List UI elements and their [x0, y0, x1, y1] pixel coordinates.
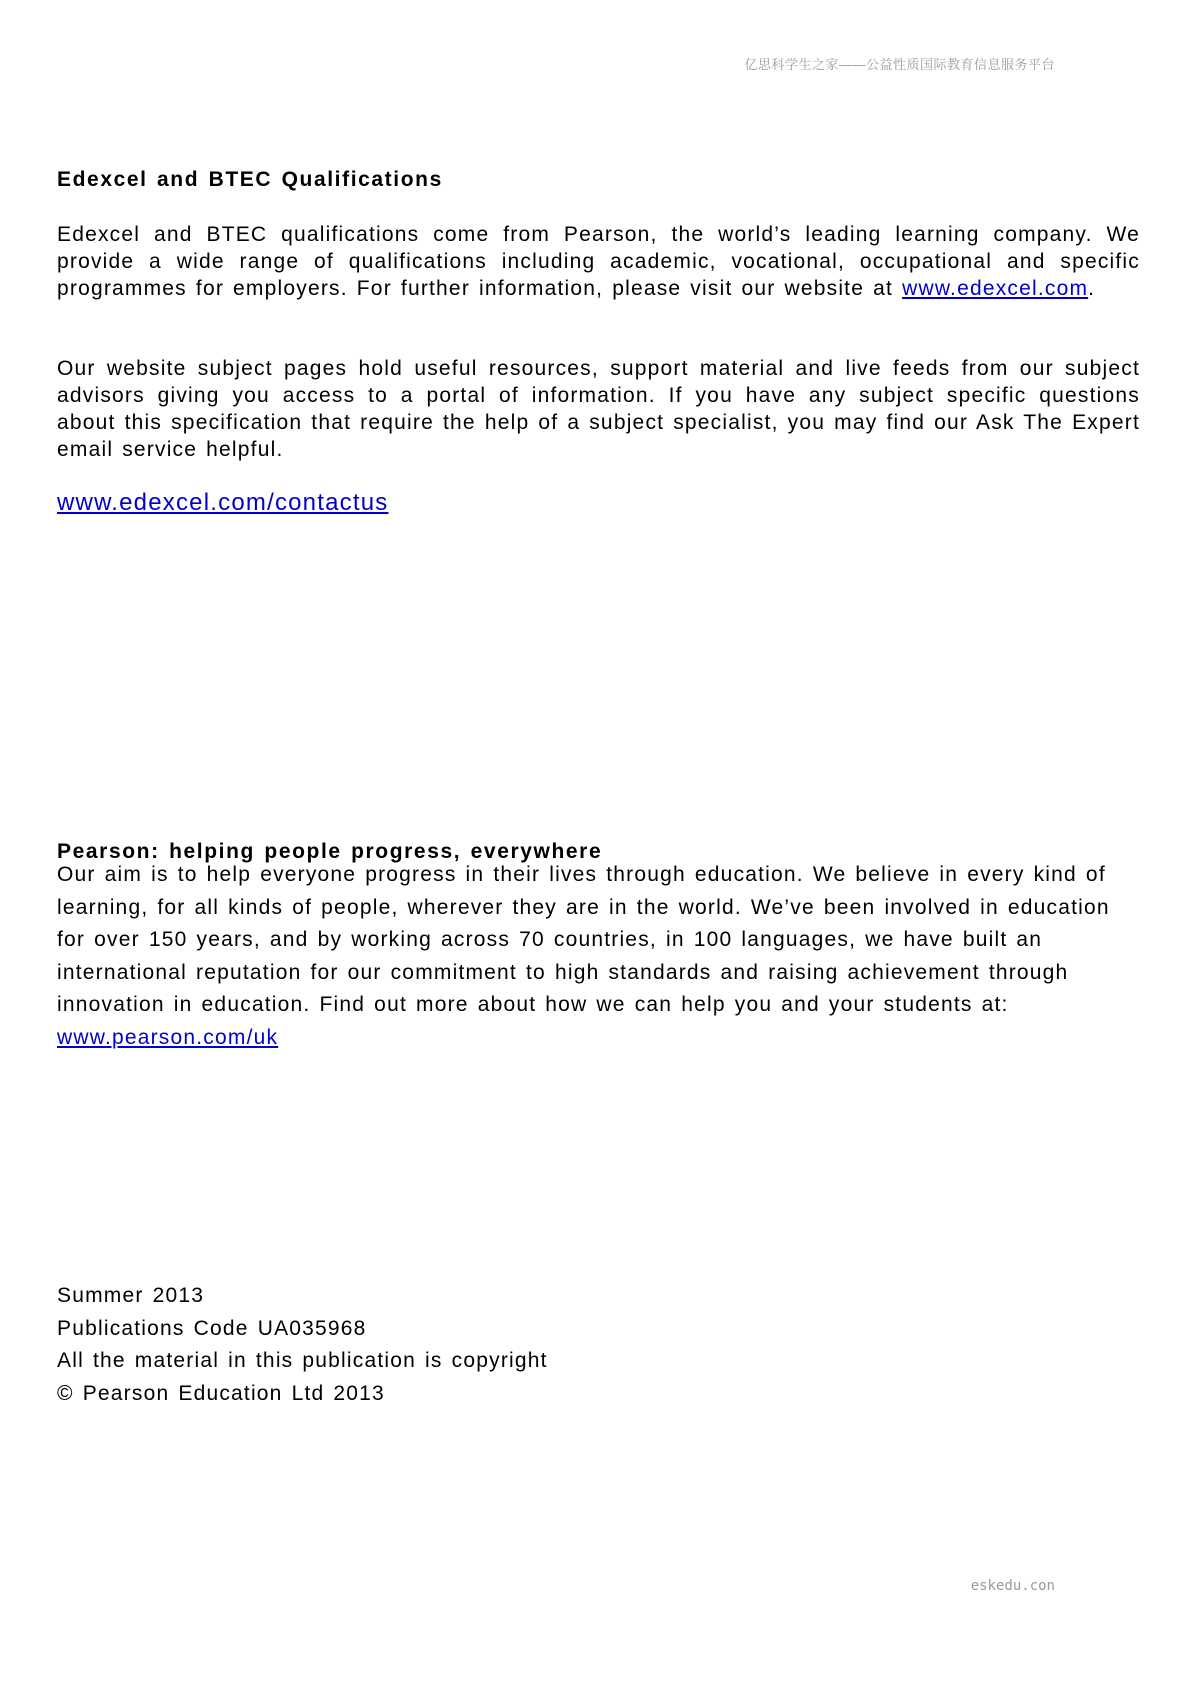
publication-info — [57, 1280, 1140, 1410]
footer-watermark: eskedu.con — [970, 1578, 1055, 1594]
publication-code: Publications Code UA035968 — [57, 1316, 367, 1340]
edexcel-heading: Edexcel and BTEC Qualifications — [57, 168, 443, 191]
publication-season: Summer 2013 — [57, 1284, 205, 1307]
edexcel-intro-text: Edexcel and BTEC qualifications come from Pearson, the world’s leading learning company. We provide a wide range of qualifications including academic, vocational, occupational and specific programmes for employers. For further information, please visit our website at — [57, 223, 1140, 300]
edexcel-intro-period: . — [1088, 277, 1096, 300]
copyright-holder: © Pearson Education Ltd 2013 — [57, 1381, 385, 1405]
contactus-link[interactable]: www.edexcel.com/contactus — [57, 489, 389, 516]
edexcel-intro-paragraph — [57, 221, 1140, 302]
pearson-heading: Pearson: helping people progress, everywhere — [57, 840, 603, 863]
edexcel-website-paragraph: Our website subject pages hold useful resources, support material and live feeds from our subject advisors giving you access to a portal of information. If you have any subject specific questions about this specification that require the help of a subject specialist, you may find our Ask The Expert email service helpful. — [57, 357, 1140, 461]
watermark-header: 亿思科学生之家——公益性质国际教育信息服务平台 — [744, 57, 1055, 72]
copyright-notice: All the material in this publication is copyright — [57, 1349, 548, 1372]
edexcel-website-link[interactable]: www.edexcel.com — [902, 277, 1089, 300]
contact-link-row — [57, 489, 1140, 517]
pearson-body-text: Our aim is to help everyone progress in their lives through education. We believe in every kind of learning, for all kinds of people, wherever they are in the world. We’ve been involved in education for over 150 years, and by working across 70 countries, in 100 languages, we have built an international reputation for our commitment to high standards and raising achievement through innovation in education. Find out more about how we can help you and your students at: — [57, 863, 1110, 1016]
pearson-uk-link[interactable]: www.pearson.com/uk — [57, 1025, 279, 1049]
pearson-body-paragraph — [57, 859, 1132, 1054]
